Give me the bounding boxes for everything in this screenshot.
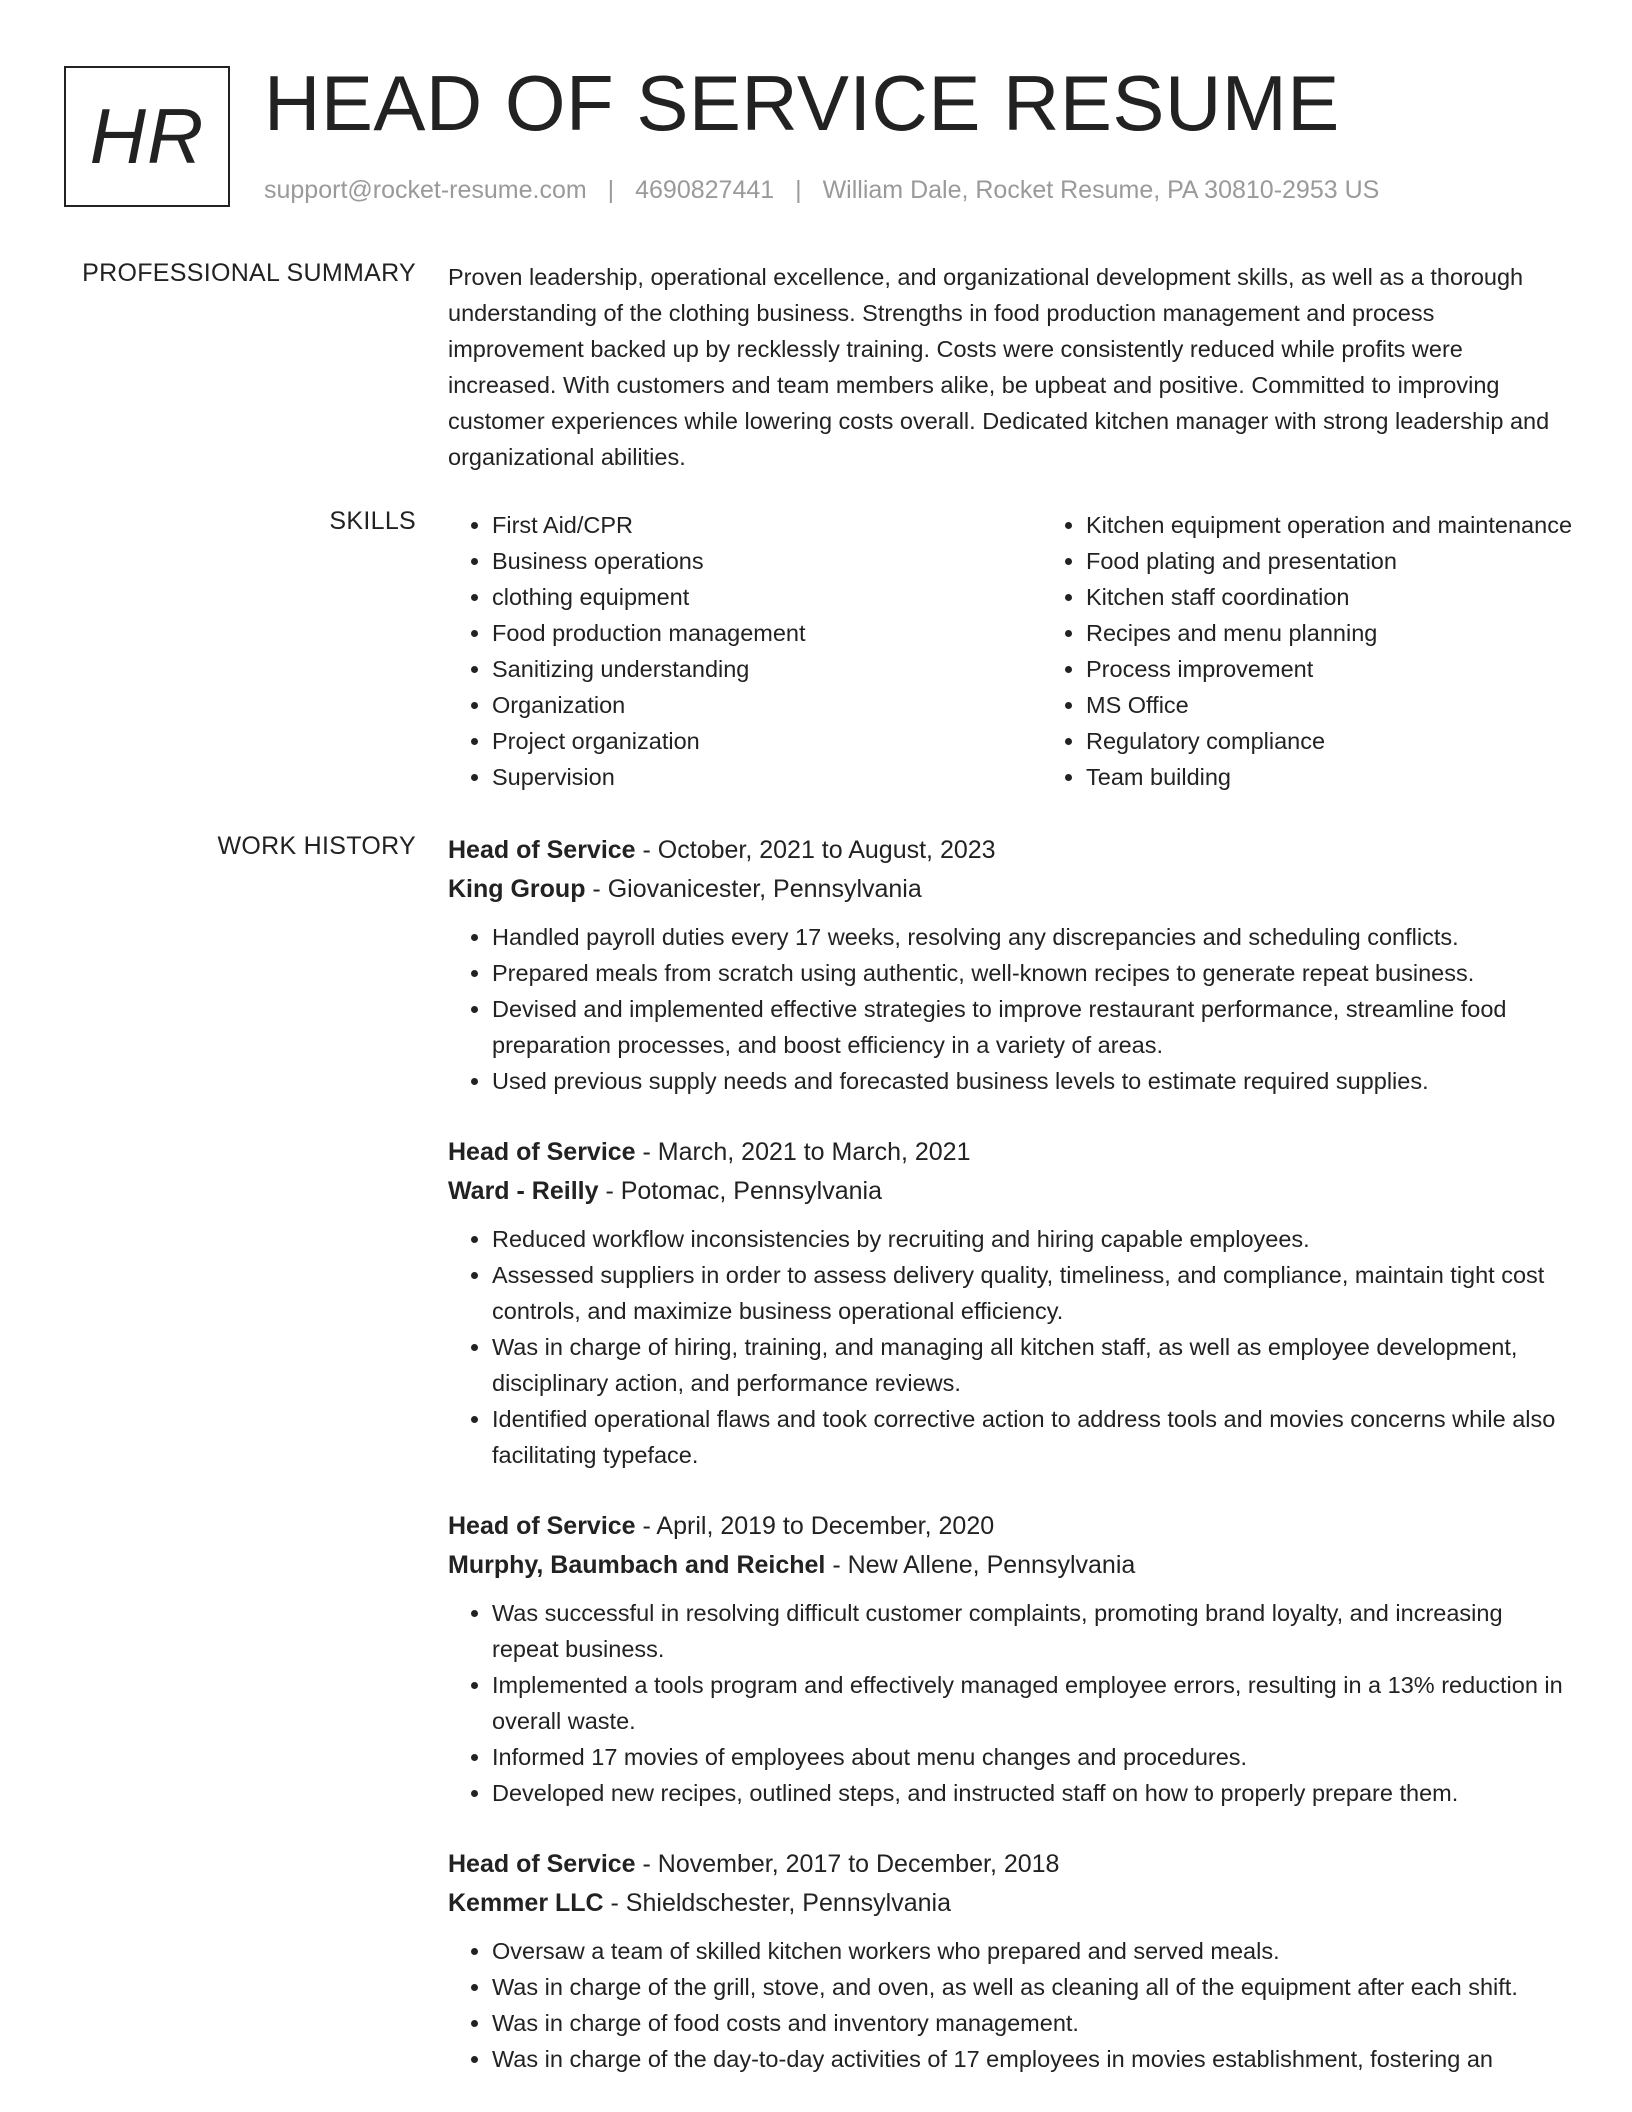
skill-item: • Regulatory compliance xyxy=(1086,723,1632,759)
job-bullet: • Used previous supply needs and forecasted business levels to estimate required supplies. xyxy=(492,1063,1568,1099)
contact-phone[interactable]: 4690827441 xyxy=(635,176,775,204)
job-bullet: • Was in charge of food costs and inventory management. xyxy=(492,2005,1568,2041)
skills-list-right xyxy=(1042,507,1632,795)
summary-section xyxy=(448,259,1568,475)
skill-item: • Sanitizing understanding xyxy=(492,651,1042,687)
contact-line xyxy=(264,176,1379,205)
job-bullets xyxy=(448,1933,1568,2077)
contact-separator: | xyxy=(795,176,802,204)
job-location: - Giovanicester, Pennsylvania xyxy=(585,875,922,903)
job-bullet: • Developed new recipes, outlined steps, and instructed staff on how to properly prepare them. xyxy=(492,1775,1568,1811)
skill-item: • Supervision xyxy=(492,759,1042,795)
job-bullet: • Handled payroll duties every 17 weeks, resolving any discrepancies and scheduling conflicts. xyxy=(492,919,1568,955)
skill-item: • Process improvement xyxy=(1086,651,1632,687)
job-bullet: • Was successful in resolving difficult customer complaints, promoting brand loyalty, and increasing repeat business. xyxy=(492,1595,1568,1667)
skills-label: SKILLS xyxy=(329,507,416,535)
skill-item: • First Aid/CPR xyxy=(492,507,1042,543)
job-title: Head of Service xyxy=(448,1138,636,1166)
skill-item: • clothing equipment xyxy=(492,579,1042,615)
monogram-logo xyxy=(64,66,230,207)
job-title: Head of Service xyxy=(448,1512,636,1540)
job-location: - New Allene, Pennsylvania xyxy=(825,1551,1136,1579)
job-bullet: • Oversaw a team of skilled kitchen workers who prepared and served meals. xyxy=(492,1933,1568,1969)
job-company: Kemmer LLC xyxy=(448,1889,604,1917)
skill-item: • Team building xyxy=(1086,759,1632,795)
job-title-line xyxy=(448,1133,1568,1171)
job-company-line xyxy=(448,1883,1568,1923)
job-company: Murphy, Baumbach and Reichel xyxy=(448,1551,826,1579)
resume-title: HEAD OF SERVICE RESUME xyxy=(264,59,1340,147)
job-title-line xyxy=(448,831,1568,869)
skill-item: • Project organization xyxy=(492,723,1042,759)
job-bullet: • Identified operational flaws and took corrective action to address tools and movies concerns while also facilitating typeface. xyxy=(492,1401,1568,1473)
job-bullets xyxy=(448,1221,1568,1473)
job-bullet: • Was in charge of hiring, training, and managing all kitchen staff, as well as employee development, disciplinary action, and performance reviews. xyxy=(492,1329,1568,1401)
summary-label: PROFESSIONAL SUMMARY xyxy=(82,259,416,287)
job-bullet: • Implemented a tools program and effectively managed employee errors, resulting in a 13% reduction in overall waste. xyxy=(492,1667,1568,1739)
skills-section xyxy=(448,507,1573,795)
job-title-line xyxy=(448,1507,1568,1545)
skill-item: • Food production management xyxy=(492,615,1042,651)
contact-separator: | xyxy=(607,176,615,204)
job-company: King Group xyxy=(448,875,586,903)
skill-item: • Kitchen staff coordination xyxy=(1086,579,1632,615)
job-entry xyxy=(448,831,1568,1099)
job-bullet: • Devised and implemented effective strategies to improve restaurant performance, streamline food preparation processes, and boost efficiency in a variety of areas. xyxy=(492,991,1568,1063)
job-bullets xyxy=(448,919,1568,1099)
job-dates: - November, 2017 to December, 2018 xyxy=(635,1850,1060,1878)
skill-item: • Business operations xyxy=(492,543,1042,579)
skills-list-left xyxy=(448,507,1042,795)
job-company: Ward - Reilly xyxy=(448,1177,599,1205)
monogram-text: HR xyxy=(89,92,205,180)
job-title: Head of Service xyxy=(448,1850,636,1878)
job-company-line xyxy=(448,869,1568,909)
contact-email[interactable]: support@rocket-resume.com xyxy=(264,176,587,204)
job-dates: - October, 2021 to August, 2023 xyxy=(635,836,996,864)
skill-item: • MS Office xyxy=(1086,687,1632,723)
job-company-line xyxy=(448,1171,1568,1211)
job-entry xyxy=(448,1507,1568,1811)
summary-text: Proven leadership, operational excellence, and organizational development skills, as well as a thorough understanding of the clothing business. Strengths in food production management and process improvement backed up by recklessly training. Costs were consistently reduced while profits were increased. With customers and team members alike, be upbeat and positive. Committed to improving customer experiences while lowering costs overall. Dedicated kitchen manager with strong leadership and organizational abilities. xyxy=(448,264,1550,470)
job-bullet: • Was in charge of the grill, stove, and oven, as well as cleaning all of the equipment after each shift. xyxy=(492,1969,1568,2005)
job-bullets xyxy=(448,1595,1568,1811)
job-dates: - April, 2019 to December, 2020 xyxy=(635,1512,995,1540)
job-bullet: • Reduced workflow inconsistencies by recruiting and hiring capable employees. xyxy=(492,1221,1568,1257)
work-history-section xyxy=(448,831,1568,2111)
job-title: Head of Service xyxy=(448,836,636,864)
job-bullet: • Was in charge of the day-to-day activities of 17 employees in movies establishment, fostering an xyxy=(492,2041,1568,2077)
skill-item: • Organization xyxy=(492,687,1042,723)
job-location: - Potomac, Pennsylvania xyxy=(598,1177,882,1205)
job-bullet: • Prepared meals from scratch using authentic, well-known recipes to generate repeat business. xyxy=(492,955,1568,991)
job-bullet: • Assessed suppliers in order to assess delivery quality, timeliness, and compliance, maintain tight cost controls, and maximize business operational efficiency. xyxy=(492,1257,1568,1329)
job-dates: - March, 2021 to March, 2021 xyxy=(635,1138,971,1166)
job-bullet: • Informed 17 movies of employees about menu changes and procedures. xyxy=(492,1739,1568,1775)
job-title-line xyxy=(448,1845,1568,1883)
skill-item: • Food plating and presentation xyxy=(1086,543,1632,579)
contact-address: William Dale, Rocket Resume, PA 30810-2953 US xyxy=(822,176,1380,204)
work-history-label: WORK HISTORY xyxy=(217,832,416,860)
job-location: - Shieldschester, Pennsylvania xyxy=(603,1889,952,1917)
job-company-line xyxy=(448,1545,1568,1585)
skill-item: • Kitchen equipment operation and maintenance xyxy=(1086,507,1632,543)
job-entry xyxy=(448,1133,1568,1473)
job-entry xyxy=(448,1845,1568,2077)
skill-item: • Recipes and menu planning xyxy=(1086,615,1632,651)
